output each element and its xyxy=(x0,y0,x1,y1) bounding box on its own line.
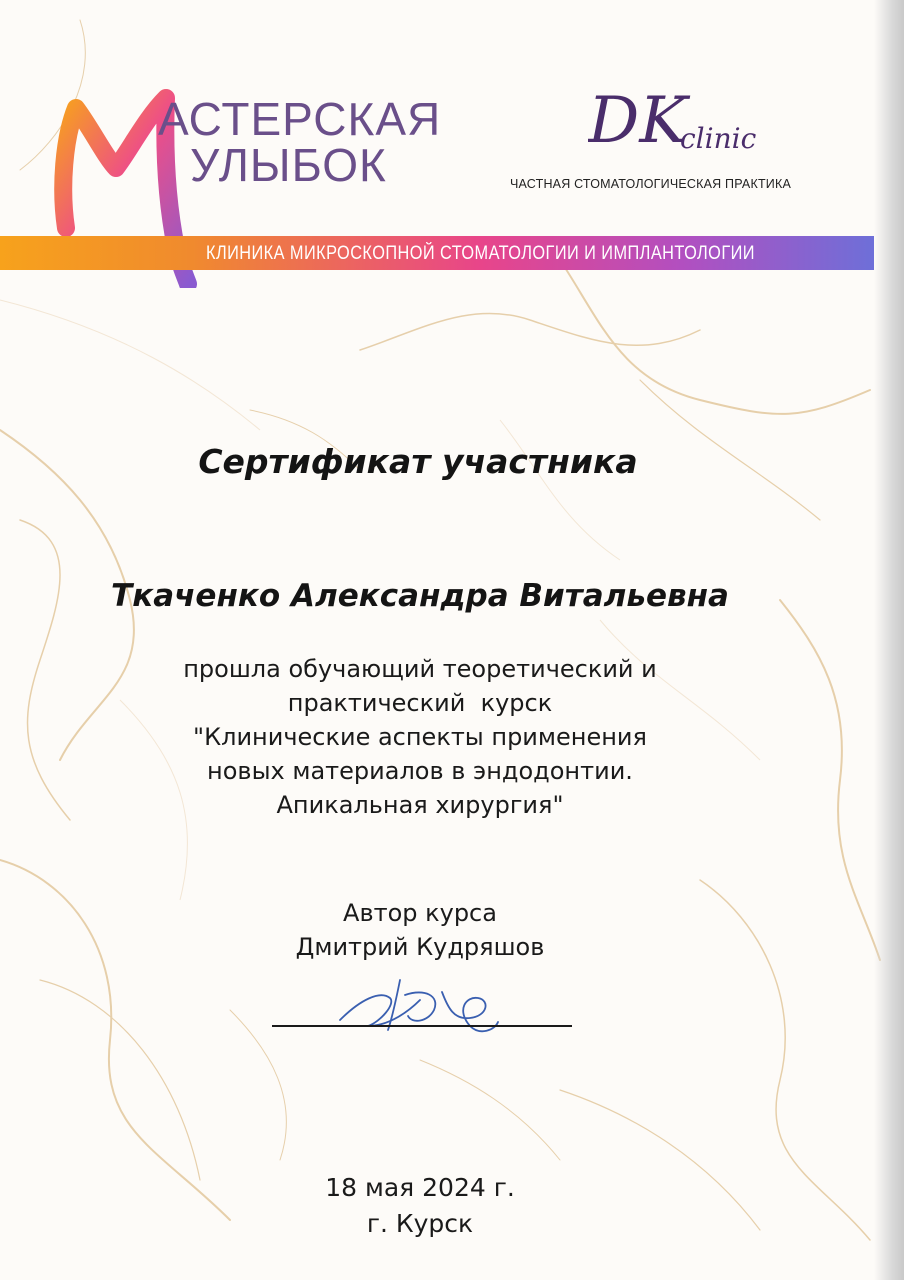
scan-edge-shadow xyxy=(874,0,904,1280)
course-line: "Клинические аспекты применения xyxy=(193,723,647,751)
course-line: практический курск xyxy=(287,689,553,717)
certificate-city: г. Курск xyxy=(366,1209,474,1238)
certificate-date: 18 мая 2024 г. xyxy=(325,1173,515,1202)
dk-clinic-logo xyxy=(588,82,788,172)
signature-line xyxy=(272,1025,572,1027)
partner-subtitle: ЧАСТНАЯ СТОМАТОЛОГИЧЕСКАЯ ПРАКТИКА xyxy=(510,177,791,191)
author-name: Дмитрий Кудряшов xyxy=(295,933,545,961)
recipient-name: Ткаченко Александра Витальевна xyxy=(111,578,729,614)
author-label: Автор курса xyxy=(343,899,497,927)
course-description xyxy=(0,652,840,822)
course-line: Апикальная хирургия" xyxy=(276,791,564,819)
certificate-footer xyxy=(0,1170,840,1242)
course-author xyxy=(0,896,840,964)
brand-line-2: УЛЫБОК xyxy=(190,139,387,191)
author-signature xyxy=(330,970,500,1040)
dk-clinic-logo-text: DK xyxy=(588,84,688,158)
course-line: новых материалов в эндодонтии. xyxy=(207,757,633,785)
svg-text:clinic: clinic xyxy=(680,122,757,155)
course-line: прошла обучающий теоретический и xyxy=(183,655,657,683)
clinic-band-text: КЛИНИКА МИКРОСКОПНОЙ СТОМАТОЛОГИИ И ИМПЛАНТОЛОГИИ xyxy=(206,243,755,264)
brand-line-1: АСТЕРСКАЯ xyxy=(158,93,442,145)
certificate-title: Сертификат участника xyxy=(198,442,638,481)
